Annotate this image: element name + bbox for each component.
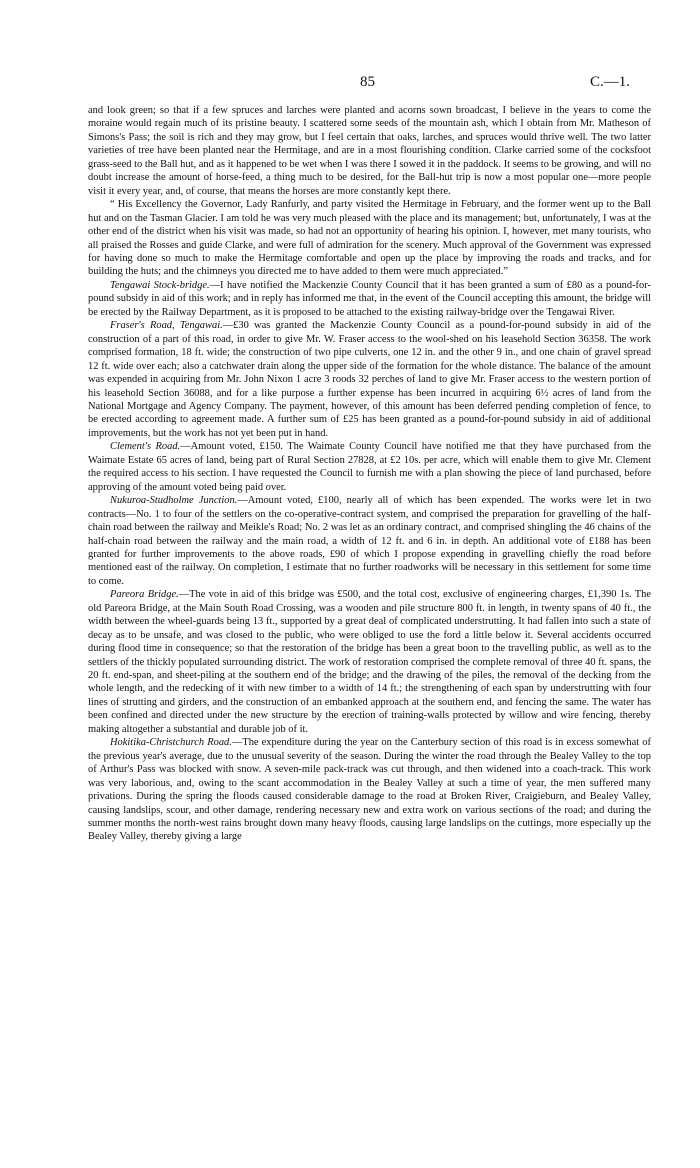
body-text <box>88 104 651 844</box>
paragraph-heading: Pareora Bridge. <box>110 589 179 601</box>
paragraph <box>88 588 651 736</box>
paragraph <box>88 440 651 494</box>
paragraph-heading: Clement's Road. <box>110 441 181 453</box>
paragraph-heading: Hokitika-Christchurch Road. <box>110 737 232 749</box>
paragraph <box>88 104 651 198</box>
paragraph <box>88 319 651 440</box>
paragraph <box>88 198 651 279</box>
paragraph-text: —Amount voted, £100, nearly all of which has been expended. The works were let in two contracts—No. 1 to four of the settlers on the co-operative-contract system, and comprised the preparation for gravelling of the half-chain road between the railway and Meikle's Road; No. 2 was let as an ordinary contract, and comprised shingling the 46 chains of the half-chain road between the railway and the main road, a width of 12 ft. and 6 in. in depth. An additional vote of £188 has been granted for further improvements to the above roads, £90 of which I propose expending in gravelling chiefly the road before mentioned east of the railway. On completion, I estimate that no further roadworks will be necessary in this settlement for some time to come. <box>88 495 652 587</box>
paragraph-text: —The expenditure during the year on the Canterbury section of this road is in excess somewhat of the previous year's average, due to the unusual severity of the season. During the winter the road through the Bealey Valley to the top of Arthur's Pass was blocked with snow. A seven-mile pack-track was cut through, and then widened into a coach-track. This work was very laborious, and, owing to the scant accommodation in the Bealey Valley at such a time of year, the men suffered many privations. During the spring the floods caused considerable damage to the road at Broken River, Craigieburn, and Bealey Valley, causing landslips, scour, and other damage, rendering necessary new and extra work on various sections of the road; and during the summer months the north-west rains brought down many heavy floods, causing large landslips on the cuttings, more especially up the Bealey Valley, thereby giving a large <box>88 737 651 843</box>
paragraph-text: —£30 was granted the Mackenzie County Council as a pound-for-pound subsidy in aid of the construction of a part of this road, in order to give Mr. W. Fraser access to the wool-shed on his leasehold Section 36358. The work comprised formation, 18 ft. wide; the construction of two pipe culverts, one 12 in. and the other 9 in., and one chain of gravel spread 12 ft. wide over each; also a catchwater drain along the upper side of the formation for the whole distance. The balance of the amount was expended in acquiring from Mr. John Nixon 1 acre 3 roods 32 perches of land to give Mr. Fraser access to the western portion of his leasehold Section 36088, and for a like purpose a further expense has been incurred in acquiring 6½ acres of land from the National Mortgage and Agency Company. The payment, however, of this amount has been deferred pending completion of fence, to be erected according to agreement made. A further sum of £25 has been granted as a pound-for-pound subsidy in aid of additional improvements, but the work has not yet been put in hand. <box>88 320 651 439</box>
paragraph-heading: Fraser's Road, Tengawai. <box>110 320 223 332</box>
paragraph-text: —The vote in aid of this bridge was £500, and the total cost, exclusive of engineering charges, £1,390 1s. The old Pareora Bridge, at the Main South Road Crossing, was a wooden and pile structure 800 ft. in length, in twenty spans of 40 ft., the width between the wheel-guards being 13 ft., supported by a great deal of complicated understrutting. It had fallen into such a state of decay as to be unsafe, and was closed to the public, who were obliged to use the ford a little below it. Several accidents occurred during flood time in consequence; so that the restoration of the bridge has been a great boon to the travelling public, as well as to the settlers of the thickly populated surrounding district. The work of restoration comprised the complete removal of three 40 ft. spans, the 20 ft. end-span, and sheet-piling at the southern end of the bridge; and the drawing of the piles, the removal of the decking from the whole length, and the redecking of it with new timber to a width of 14 ft.; the strengthening of each span by understrutting with four lines of strutting and girders, and the construction of an embanked approach at the southern end, and fencing the same. The water has been confined and directed under the new structure by the erection of training-walls protected by willow and wire fencing, thereby making altogether a substantial and durable job of it. <box>88 589 651 735</box>
document-reference: C.—1. <box>590 74 631 90</box>
paragraph <box>88 736 651 844</box>
page-header <box>0 74 700 94</box>
paragraph-text: and look green; so that if a few spruces and larches were planted and acorns sown broadcast, I believe in the years to come the moraine would regain much of its pristine beauty. I scattered some seeds of the mountain ash, which I obtain from Mr. Matheson of Simons's Pass; the soil is rich and they may grow, but I feel certain that oaks, larches, and spruces would thrive well. The two latter varieties of tree have been planted near the Hermitage, and are in a most flourishing condition. Clarke carried some of the cocksfoot grass-seed to the Ball hut, and as it happened to be wet when I was there I sowed it in the paddock. It seems to be growing, and will no doubt increase the amount of horse-feed, a thing much to be desired, for the Ball-hut trip is now a most popular one—more people visit it every year, and, of course, that means the horses are more constantly kept there. <box>88 105 651 197</box>
paragraph-heading: Nukuroa-Studholme Junction. <box>110 495 238 507</box>
paragraph-text: —Amount voted, £150. The Waimate County Council have notified me that they have purchased from the Waimate Estate 65 acres of land, being part of Rural Section 27828, at £2 10s. per acre, which will enable them to give Mr. Clement the required access to his section. I have requested the Council to furnish me with a plan showing the piece of land purchased, before approving of the amount voted being paid over. <box>88 441 652 493</box>
paragraph-text: —I have notified the Mackenzie County Council that it has been granted a sum of £80 as a pound-for-pound subsidy in aid of this work; and in reply has informed me that, in the event of the Council accepting this amount, the bridge will be erected by the Railway Department, as it is proposed to be attached to the existing railway-bridge over the Tengawai River. <box>88 279 651 318</box>
paragraph-heading: Tengawai Stock-bridge. <box>110 279 210 291</box>
page-number: 85 <box>360 74 375 90</box>
paragraph-text: “ His Excellency the Governor, Lady Ranfurly, and party visited the Hermitage in February, and the former went up to the Ball hut and on the Tasman Glacier. I am told he was very much pleased with the place and its management; but, unfortunately, I was at the other end of the district when his visit was made, so had not an opportunity of hearing his opinion. I, however, met many tourists, who all praised the Rosses and guide Clarke, and were full of admiration for the scenery. Much approval of the Government was expressed for having done so much to make the Hermitage comfortable and open up the place by improving the roads and tracks, and for building the huts; and the chimneys you directed me to have added to them were much appreciated.” <box>88 199 651 278</box>
paragraph <box>88 279 651 319</box>
paragraph <box>88 494 651 588</box>
